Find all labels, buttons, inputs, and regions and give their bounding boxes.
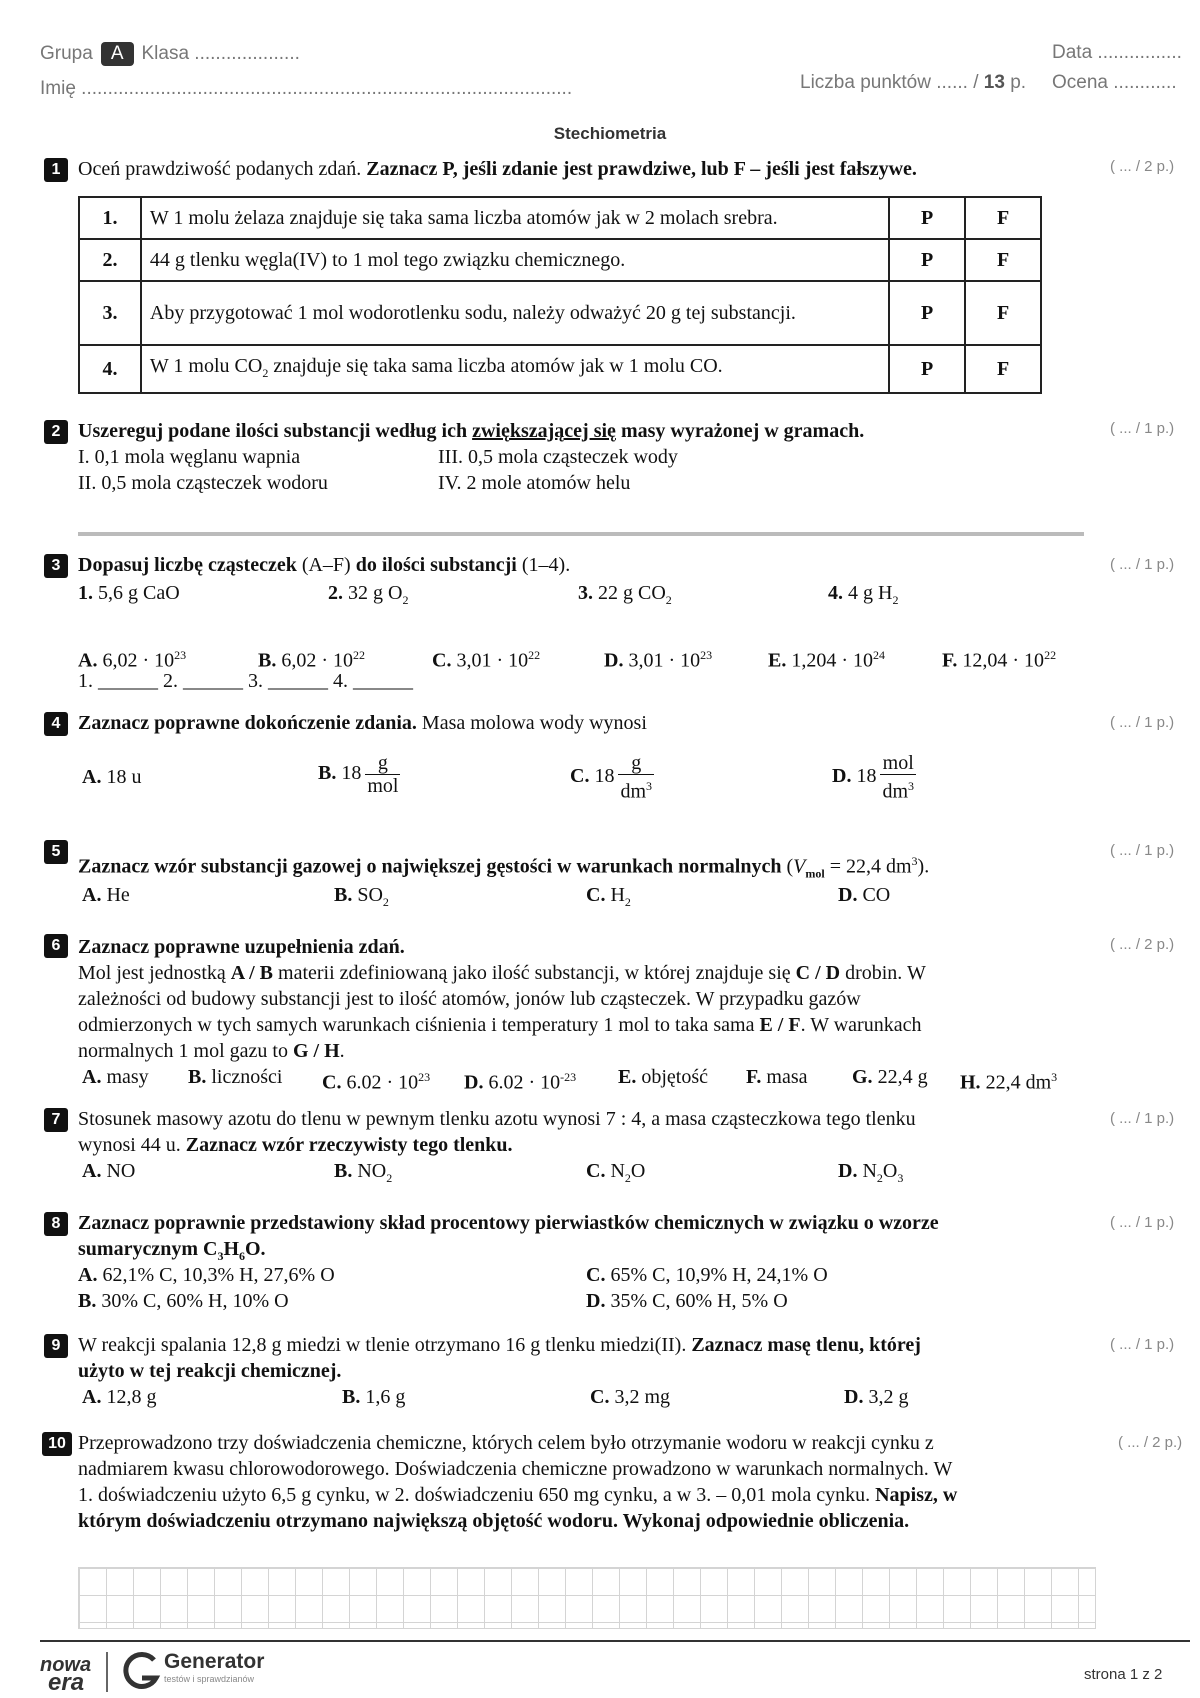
q1-points: ( ... / 2 p.)	[1110, 158, 1175, 175]
choice-a-b[interactable]: A / B	[230, 962, 274, 984]
q6-option-d[interactable]	[464, 1064, 576, 1096]
text: 1. doświadczeniu użyto 6,5 g cynku, w 2. doświadczeniu 650 mg cynku, a w 3. – 0,01 mola cynku.	[78, 1484, 876, 1506]
denominator-base: dm	[882, 780, 909, 803]
points-total: 13	[983, 72, 1005, 93]
exponent: 3	[908, 779, 915, 793]
label: D.	[832, 764, 852, 787]
value: 3,2 mg	[609, 1386, 671, 1408]
q5-points: ( ... / 1 p.)	[1110, 842, 1175, 859]
false-option[interactable]: F	[965, 197, 1041, 239]
value: 6,02 · 10	[276, 649, 354, 672]
group-field	[40, 42, 300, 66]
value: N	[857, 1160, 877, 1182]
label: B.	[334, 884, 353, 906]
exponent: 24	[873, 648, 886, 662]
value: masa	[761, 1066, 808, 1088]
q2-points: ( ... / 1 p.)	[1110, 420, 1175, 437]
q6-option-e[interactable]	[618, 1064, 708, 1090]
question-number: 2	[44, 420, 68, 444]
value: CO	[857, 884, 891, 906]
value: 3,2 g	[863, 1386, 909, 1408]
fraction	[618, 752, 654, 803]
q6-line-4	[78, 1038, 345, 1064]
value: 62,1% C, 10,3% H, 27,6% O	[97, 1264, 335, 1286]
q3-option-f[interactable]	[942, 642, 1056, 674]
q10-line-2: nadmiarem kwasu chlorowodorowego. Doświadczenia chemiczne prowadzono w warunkach normalnych. W	[78, 1458, 953, 1480]
q3-text: (1–4).	[521, 554, 571, 576]
q6-line-1	[78, 960, 926, 986]
question-number: 5	[44, 840, 68, 864]
q5-text: = 22,4 dm	[824, 855, 912, 878]
q8-option-a[interactable]	[78, 1262, 335, 1288]
q3-option-d[interactable]	[604, 642, 712, 674]
page-title: Stechiometria	[553, 124, 667, 143]
nowa-era-logo	[40, 1654, 92, 1696]
label: C.	[570, 764, 590, 787]
label: 1.	[78, 582, 93, 604]
q5-instruction	[78, 848, 929, 887]
subscript: 2	[624, 1171, 631, 1185]
points-label: Liczba punktów ...... /	[800, 72, 979, 93]
label: B.	[318, 762, 337, 785]
value: NO	[101, 1160, 136, 1182]
row-number: 1.	[79, 197, 141, 239]
value: 1,204 · 10	[786, 649, 874, 672]
label: D.	[464, 1071, 484, 1094]
footer-divider	[40, 1640, 1190, 1642]
label: C.	[590, 1386, 610, 1408]
label: E.	[768, 649, 787, 672]
question-number: 3	[44, 554, 68, 578]
q2-underlined: zwiększającej się	[472, 420, 616, 442]
q1-text-bold: Zaznacz P, jeśli zdanie jest prawdziwe, lub F – jeśli jest fałszywe.	[366, 158, 917, 180]
q8-option-b[interactable]	[78, 1288, 289, 1314]
q8-line-1: Zaznacz poprawnie przedstawiony skład procentowy pierwiastków chemicznych w związku o wzorze	[78, 1212, 939, 1234]
q6-title: Zaznacz poprawne uzupełnienia zdań.	[78, 936, 405, 958]
label: D.	[586, 1290, 606, 1312]
value: 30% C, 60% H, 10% O	[96, 1290, 289, 1312]
q4-text: Zaznacz poprawne dokończenie zdania.	[78, 712, 417, 734]
name-field[interactable]: Imię .............................................................................................	[40, 78, 573, 99]
question-number: 7	[44, 1108, 68, 1132]
exponent: 3	[1051, 1070, 1058, 1084]
q6-line-3	[78, 1012, 921, 1038]
q7-line-2	[78, 1132, 513, 1158]
label: D.	[844, 1386, 864, 1408]
label: F.	[942, 649, 958, 672]
row-number: 4.	[79, 345, 141, 393]
q5-option-a[interactable]	[82, 882, 130, 908]
value: 6.02 · 10	[483, 1071, 561, 1094]
row-statement: Aby przygotować 1 mol wodorotlenku sodu, należy odważyć 20 g tej substancji.	[141, 281, 889, 345]
label: B.	[78, 1290, 97, 1312]
value: He	[101, 884, 130, 906]
subscript: 2	[382, 895, 389, 909]
q9-line-1	[78, 1332, 921, 1358]
denominator	[880, 775, 916, 803]
q6-option-c[interactable]	[322, 1064, 430, 1096]
text: odmierzonych w tych samych warunkach ciśnienia i temperatury 1 mol to taka sama	[78, 1014, 760, 1036]
value: objętość	[636, 1066, 708, 1088]
q4-text: Masa molowa wody wynosi	[416, 712, 647, 734]
subscript: 3	[897, 1171, 904, 1185]
text: drobin. W	[840, 962, 926, 984]
true-option[interactable]: P	[889, 197, 965, 239]
q2-item-2: II. 0,5 mola cząsteczek wodoru	[78, 472, 328, 494]
grade-field[interactable]: Ocena ............	[1052, 72, 1177, 93]
label: A.	[82, 1386, 102, 1408]
label: H.	[960, 1071, 981, 1094]
label: A.	[82, 1160, 102, 1182]
q3-option-c[interactable]	[432, 642, 540, 674]
exponent: 23	[174, 648, 187, 662]
label: B.	[342, 1386, 361, 1408]
value: 5,6 g CaO	[93, 582, 180, 604]
q6-option-b[interactable]	[188, 1064, 282, 1090]
value: 22,4 g	[872, 1066, 928, 1088]
subscript: 2	[624, 895, 631, 909]
q9-points: ( ... / 1 p.)	[1110, 1336, 1175, 1353]
label: C.	[586, 884, 606, 906]
q3-text: Dopasuj liczbę cząsteczek	[78, 554, 302, 576]
q4-option-b[interactable]	[318, 752, 400, 797]
table-row	[79, 281, 1041, 345]
exponent: 22	[528, 648, 541, 662]
question-number: 9	[44, 1334, 68, 1358]
answer-grid[interactable]	[78, 1567, 1096, 1629]
points-unit: p.	[1010, 72, 1027, 93]
text: H	[223, 1238, 239, 1260]
value: NO	[352, 1160, 387, 1182]
text: .	[339, 1040, 345, 1062]
text: materii zdefiniowaną jako ilość substancji, w której znajduje się	[273, 962, 796, 984]
value: 18	[851, 764, 877, 787]
value: liczności	[206, 1066, 283, 1088]
row-statement	[141, 345, 889, 393]
exponent: 23	[700, 648, 713, 662]
denominator	[618, 775, 654, 803]
q8-option-c[interactable]	[586, 1262, 828, 1288]
q2-item-4: IV. 2 mole atomów helu	[438, 472, 631, 494]
label: C.	[586, 1160, 606, 1182]
label: E.	[618, 1066, 637, 1088]
label: F.	[746, 1066, 762, 1088]
subscript: 3	[217, 1249, 224, 1263]
value: masy	[101, 1066, 149, 1088]
true-option[interactable]: P	[889, 345, 965, 393]
exponent: 22	[1044, 648, 1057, 662]
label: 3.	[578, 582, 593, 604]
q3-substance-3	[578, 580, 672, 613]
q3-option-e[interactable]	[768, 642, 885, 674]
q6-option-f[interactable]	[746, 1064, 807, 1090]
text: W reakcji spalania 12,8 g miedzi w tlenie otrzymano 16 g tlenku miedzi(II).	[78, 1334, 692, 1356]
statement-part: znajduje się taka sama liczba atomów jak w 1 molu CO.	[268, 354, 723, 377]
text: wynosi 44 u.	[78, 1134, 186, 1156]
table-row	[79, 345, 1041, 393]
q3-substance-4	[828, 580, 898, 613]
label: A.	[78, 649, 98, 672]
q2-text: Uszereguj podane ilości substancji według ich	[78, 420, 473, 442]
q10-points: ( ... / 2 p.)	[1118, 1434, 1183, 1451]
exponent: 3	[911, 854, 918, 868]
q3-text: (A–F)	[301, 554, 351, 576]
q6-option-g[interactable]	[852, 1064, 928, 1090]
question-number: 4	[44, 712, 68, 736]
q3-substance-1	[78, 580, 180, 606]
exponent: 23	[418, 1070, 431, 1084]
text: Mol jest jednostką	[78, 962, 231, 984]
q5-text: Zaznacz wzór substancji gazowej o największej gęstości w warunkach normalnych	[78, 855, 782, 878]
q9-line-2: użyto w tej reakcji chemicznej.	[78, 1360, 342, 1382]
generator-logo	[164, 1650, 264, 1684]
q6-points: ( ... / 2 p.)	[1110, 936, 1175, 953]
q3-substance-2	[328, 580, 408, 613]
text: O.	[245, 1238, 266, 1260]
q7-line-1: Stosunek masowy azotu do tlenu w pewnym tlenku azotu wynosi 7 : 4, a masa cząsteczkowa tego tlenku	[78, 1108, 916, 1130]
subscript: 2	[876, 1171, 883, 1185]
q5-option-c[interactable]	[586, 882, 631, 915]
text-bold: Zaznacz wzór rzeczywisty tego tlenku.	[185, 1134, 513, 1156]
answer-line[interactable]	[78, 532, 1084, 536]
value: 18	[589, 764, 615, 787]
label: C.	[322, 1071, 342, 1094]
choice-e-f[interactable]: E / F	[759, 1014, 801, 1036]
label: C.	[432, 649, 452, 672]
subscript: 2	[262, 365, 269, 380]
value: O	[882, 1160, 898, 1182]
true-option[interactable]: P	[889, 281, 965, 345]
label: C.	[586, 1264, 606, 1286]
subscript: 2	[386, 1171, 393, 1185]
false-option[interactable]: F	[965, 345, 1041, 393]
q1-text: Oceń prawdziwość podanych zdań.	[78, 158, 367, 180]
q6-line-2: zależności od budowy substancji jest to ilość atomów, jonów lub cząsteczek. W przypadku gazów	[78, 988, 861, 1010]
value: 35% C, 60% H, 5% O	[605, 1290, 788, 1312]
q6-option-h[interactable]	[960, 1064, 1057, 1096]
class-field[interactable]: Klasa ....................	[141, 43, 300, 64]
group-badge: A	[101, 42, 134, 66]
q4-option-c[interactable]	[570, 752, 654, 803]
question-number: 8	[44, 1212, 68, 1236]
q9-option-c[interactable]	[590, 1384, 670, 1410]
subscript: mol	[805, 866, 825, 881]
question-number: 10	[42, 1432, 72, 1456]
label: D.	[838, 1160, 858, 1182]
q1-instruction	[78, 156, 917, 182]
row-statement: W 1 molu żelaza znajduje się taka sama liczba atomów jak w 2 molach srebra.	[141, 197, 889, 239]
q5-option-b[interactable]	[334, 882, 389, 915]
value: 6.02 · 10	[341, 1071, 419, 1094]
value: 32 g O	[343, 582, 403, 604]
numerator: g	[618, 752, 654, 775]
q9-option-a[interactable]	[82, 1384, 156, 1410]
exponent: 22	[353, 648, 366, 662]
q10-line-1: Przeprowadzono trzy doświadczenia chemiczne, których celem było otrzymanie wodoru w reakcji cynku z	[78, 1432, 934, 1454]
label: A.	[82, 884, 102, 906]
numerator: g	[365, 752, 400, 775]
denominator: mol	[367, 775, 399, 797]
statement-part: W 1 molu CO	[149, 354, 263, 377]
value: 18 u	[101, 766, 142, 788]
value: 22,4 dm	[980, 1071, 1052, 1094]
group-label: Grupa	[40, 43, 93, 64]
subscript: 2	[665, 593, 672, 607]
q2-item-1: I. 0,1 mola węglanu wapnia	[78, 446, 301, 468]
choice-c-d[interactable]: C / D	[795, 962, 841, 984]
q2-text-end: masy wyrażonej w gramach.	[615, 420, 865, 442]
q7-points: ( ... / 1 p.)	[1110, 1110, 1175, 1127]
fraction	[365, 752, 400, 797]
label: A.	[78, 1264, 98, 1286]
logo-separator	[106, 1652, 108, 1692]
question-number: 6	[44, 934, 68, 958]
q4-instruction	[78, 710, 647, 736]
value: 12,04 · 10	[957, 649, 1045, 672]
q2-item-3: III. 0,5 mola cząsteczek wody	[438, 446, 678, 468]
q9-option-d[interactable]	[844, 1384, 908, 1410]
false-option[interactable]: F	[965, 239, 1041, 281]
q2-instruction	[78, 418, 864, 444]
logo-subtext: testów i sprawdzianów	[164, 1674, 255, 1684]
q3-text: do ilości substancji	[350, 554, 522, 576]
q4-points: ( ... / 1 p.)	[1110, 714, 1175, 731]
q4-option-a[interactable]	[82, 764, 141, 790]
q7-option-b[interactable]	[334, 1158, 392, 1191]
value: 22 g CO	[593, 582, 666, 604]
value: SO	[352, 884, 383, 906]
false-option[interactable]: F	[965, 281, 1041, 345]
text: . W warunkach	[800, 1014, 922, 1036]
value: 6,02 · 10	[97, 649, 175, 672]
value: 65% C, 10,9% H, 24,1% O	[605, 1264, 828, 1286]
value: 4 g H	[843, 582, 893, 604]
subscript: 6	[239, 1249, 245, 1263]
row-number: 2.	[79, 239, 141, 281]
label: 4.	[828, 582, 843, 604]
q5-option-d[interactable]	[838, 882, 890, 908]
logo-text: Generator	[164, 1650, 265, 1673]
value: 12,8 g	[101, 1386, 157, 1408]
value: N	[605, 1160, 625, 1182]
value: 1,6 g	[360, 1386, 406, 1408]
q4-option-d[interactable]	[832, 752, 916, 803]
table-row	[79, 197, 1041, 239]
true-option[interactable]: P	[889, 239, 965, 281]
q10-line-3	[78, 1482, 957, 1508]
label: D.	[604, 649, 624, 672]
text-bold: Zaznacz masę tlenu, której	[691, 1334, 921, 1356]
value: 3,01 · 10	[623, 649, 701, 672]
page-number: strona 1 z 2	[1084, 1666, 1163, 1683]
label: B.	[258, 649, 277, 672]
points-field	[800, 72, 1026, 94]
row-number: 3.	[79, 281, 141, 345]
q8-option-d[interactable]	[586, 1288, 788, 1314]
q3-instruction	[78, 552, 570, 578]
value: H	[605, 884, 625, 906]
date-field[interactable]: Data ................	[1052, 42, 1182, 63]
value: 18	[336, 762, 362, 785]
q10-line-4: którym doświadczeniu otrzymano największą objętość wodoru. Wykonaj odpowiednie obliczenia.	[78, 1510, 910, 1532]
choice-g-h[interactable]: G / H	[292, 1040, 340, 1062]
q3-points: ( ... / 1 p.)	[1110, 556, 1175, 573]
text: sumarycznym C	[78, 1238, 218, 1260]
q5-text: ).	[917, 855, 930, 878]
logo-text: era	[48, 1669, 85, 1696]
q6-option-a[interactable]	[82, 1064, 149, 1090]
text-bold: Napisz, w	[875, 1484, 958, 1506]
table-row	[79, 239, 1041, 281]
fraction	[880, 752, 916, 803]
denominator-base: dm	[620, 780, 647, 803]
value: O	[630, 1160, 646, 1182]
q7-option-a[interactable]	[82, 1158, 135, 1184]
label: A.	[82, 1066, 102, 1088]
exponent: 3	[646, 779, 653, 793]
subscript: 2	[402, 593, 409, 607]
numerator: mol	[880, 752, 916, 775]
row-statement: 44 g tlenku węgla(IV) to 1 mol tego związku chemicznego.	[141, 239, 889, 281]
label: B.	[188, 1066, 207, 1088]
q5-text: (	[781, 855, 794, 878]
label: 2.	[328, 582, 343, 604]
q7-option-c[interactable]	[586, 1158, 645, 1191]
label: G.	[852, 1066, 873, 1088]
volume-symbol: V	[793, 855, 806, 878]
label: A.	[82, 766, 102, 788]
label: D.	[838, 884, 858, 906]
label: B.	[334, 1160, 353, 1182]
value: 3,01 · 10	[451, 649, 529, 672]
text: normalnych 1 mol gazu to	[78, 1040, 293, 1062]
logo-text: nowa	[40, 1654, 92, 1676]
q1-table	[78, 196, 1042, 394]
exponent: -23	[560, 1070, 577, 1084]
subscript: 2	[892, 593, 899, 607]
q8-points: ( ... / 1 p.)	[1110, 1214, 1175, 1231]
generator-logo-icon	[120, 1650, 162, 1697]
question-number: 1	[44, 158, 68, 182]
q7-option-d[interactable]	[838, 1158, 903, 1191]
q3-answer-line[interactable]: 1. ______ 2. ______ 3. ______ 4. ______	[78, 670, 413, 692]
q9-option-b[interactable]	[342, 1384, 405, 1410]
